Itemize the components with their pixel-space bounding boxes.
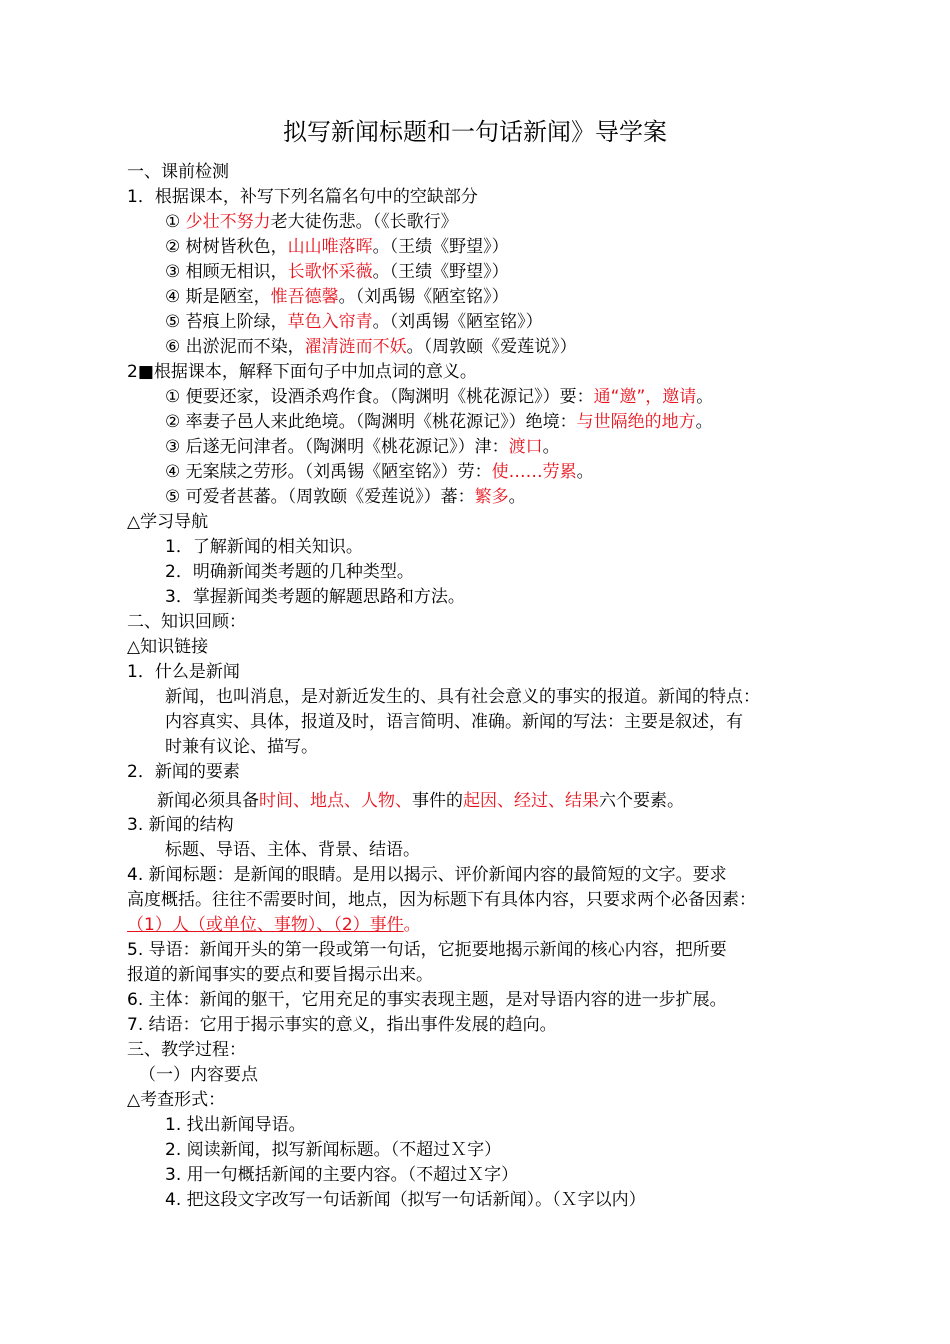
k1-body-line: 时兼有议论、描写。 [165,737,318,757]
k5-line: 报道的新闻事实的要点和要旨揭示出来。 [127,965,433,985]
q1-item: ③ 相顾无相识，长歌怀采薇。（王绩《野望》） [165,262,509,282]
section2-heading: 二、知识回顾： [127,612,246,632]
answer-text: 草色入帘青 [287,312,373,332]
exam-form-heading: △考查形式： [127,1090,226,1110]
k1-body-line: 内容真实、具体，报道及时，语言简明、准确。新闻的写法：主要是叙述，有 [165,712,743,732]
k2-heading: 2．新闻的要素 [127,762,240,782]
q1-item: ⑥ 出淤泥而不染，濯清涟而不妖。（周敦颐《爱莲说》） [165,337,577,357]
answer-text: 使……劳累 [491,462,577,482]
k4-answer-line: （1）人（或单位、事物）、（2）事件。 [127,915,421,935]
answer-text: 起因、经过、结果 [463,791,599,811]
answer-text: 少壮不努力 [185,212,271,232]
answer-text: 山山唯落晖 [287,237,373,257]
answer-text: 渡口 [508,437,543,457]
k1-body-line: 新闻，也叫消息，是对新近发生的、具有社会意义的事实的报道。新闻的特点： [165,687,760,707]
k3-heading: 3. 新闻的结构 [127,815,234,835]
q2-item: ② 率妻子邑人来此绝境。（陶渊明《桃花源记》）绝境：与世隔绝的地方。 [165,412,713,432]
q2-item: ③ 后遂无问津者。（陶渊明《桃花源记》）津：渡口。 [165,437,560,457]
q2-item: ⑤ 可爱者甚蕃。（周敦颐《爱莲说》）蕃：繁多。 [165,487,526,507]
k4-line: 4. 新闻标题：是新闻的眼睛。是用以揭示、评价新闻内容的最简短的文字。要求 [127,865,727,885]
q1-item: ⑤ 苔痕上阶绿，草色入帘青。（刘禹锡《陋室铭》） [165,312,543,332]
k6-line: 6. 主体：新闻的躯干，它用充足的事实表现主题，是对导语内容的进一步扩展。 [127,990,727,1010]
answer-text: 时间、地点、人物、 [259,791,412,811]
q1-item: ① 少壮不努力老大徒伤悲。（《长歌行》 [165,212,458,232]
exam-form-item: 2. 阅读新闻，拟写新闻标题。（不超过Ｘ字） [165,1140,502,1160]
answer-text: 惟吾德馨 [270,287,339,307]
section3-heading: 三、教学过程： [127,1040,246,1060]
section1-heading: 一、课前检测 [127,162,229,182]
nav-heading: △学习导航 [127,512,209,532]
exam-form-item: 3. 用一句概括新闻的主要内容。（不超过Ｘ字） [165,1165,519,1185]
section3-subheading: （一）内容要点 [139,1065,258,1085]
answer-text: （1）人（或单位、事物）、（2）事件 [127,915,404,935]
nav-item: 2．明确新闻类考题的几种类型。 [165,562,414,582]
exam-form-item: 4. 把这段文字改写一句话新闻（拟写一句话新闻）。（Ｘ字以内） [165,1190,646,1210]
q1-item: ② 树树皆秋色，山山唯落晖。（王绩《野望》） [165,237,509,257]
answer-text: 长歌怀采薇 [287,262,373,282]
nav-item: 3．掌握新闻类考题的解题思路和方法。 [165,587,465,607]
q1-item: ④ 斯是陋室，惟吾德馨。（刘禹锡《陋室铭》） [165,287,509,307]
answer-text: 与世隔绝的地方 [576,412,696,432]
answer-text: 繁多 [474,487,509,507]
k7-line: 7. 结语：它用于揭示事实的意义，指出事件发展的趋向。 [127,1015,557,1035]
q1-heading: 1．根据课本，补写下列名篇名句中的空缺部分 [127,187,478,207]
k5-line: 5. 导语：新闻开头的第一段或第一句话，它扼要地揭示新闻的核心内容，把所要 [127,940,727,960]
k4-line: 高度概括。往往不需要时间，地点，因为标题下有具体内容，只要求两个必备因素： [127,890,756,910]
answer-text: 通“邀”，邀请 [593,387,697,407]
document-title: 拟写新闻标题和一句话新闻》导学案 [283,118,667,146]
answer-text: 濯清涟而不妖 [304,337,407,357]
exam-form-item: 1. 找出新闻导语。 [165,1115,306,1135]
q2-heading: 2■根据课本，解释下面句子中加点词的意义。 [127,362,477,382]
nav-item: 1．了解新闻的相关知识。 [165,537,363,557]
q2-item: ① 便要还家，设酒杀鸡作食。（陶渊明《桃花源记》）要：通“邀”，邀请。 [165,387,714,407]
q2-item: ④ 无案牍之劳形。（刘禹锡《陋室铭》）劳：使……劳累。 [165,462,594,482]
k2-body: 新闻必须具备时间、地点、人物、事件的起因、经过、结果六个要素。 [157,791,684,811]
k1-heading: 1．什么是新闻 [127,662,240,682]
knowledge-link-heading: △知识链接 [127,637,209,657]
k3-body: 标题、导语、主体、背景、结语。 [165,840,420,860]
